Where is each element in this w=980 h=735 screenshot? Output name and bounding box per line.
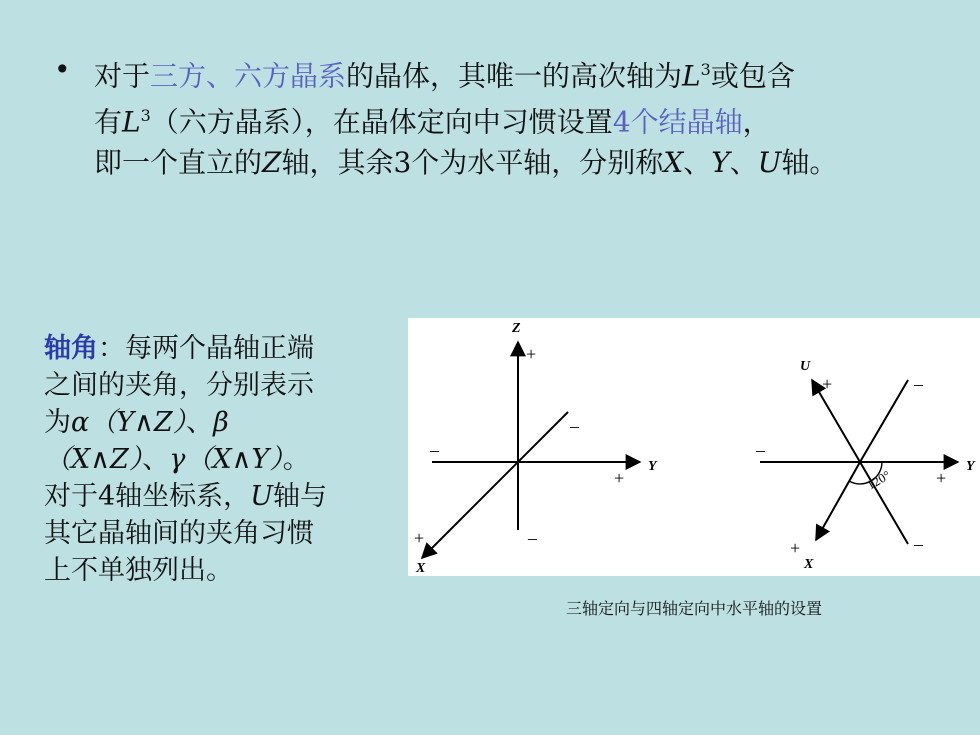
text-span: 、 [186,407,214,438]
text-span: 、 [683,145,712,179]
bullet-line-1 [94,50,962,96]
z-label: Z [512,321,521,336]
text-span: 轴与 [272,481,327,512]
superscript: 3 [140,106,151,126]
gamma-angle: γ（X∧Y） [169,444,283,475]
symbol-L: L [122,105,141,139]
x-minus-4: – [914,534,923,554]
text-span: 的晶体，其唯一的高次轴为 [346,59,683,93]
text-span: 或包含 [710,59,795,93]
highlight-four-axes: 4个结晶轴 [612,105,743,139]
highlight-crystal-systems: 三方、六方晶系 [150,59,347,93]
side-line-1 [44,330,384,367]
x-label-4: X [804,557,814,572]
z-plus: + [526,344,537,364]
x-axis [422,412,568,558]
term-axial-angle: 轴角 [44,333,98,364]
angle-label: 120° [864,467,893,493]
text-span: ， [742,105,771,139]
y-label: Y [648,459,657,474]
symbol-Y: Y [711,145,730,179]
x-axis-4 [816,462,860,540]
bullet-text [94,50,962,183]
four-axis-labels [755,359,976,572]
symbol-X: X [663,145,684,179]
side-line-3 [44,404,384,441]
side-line-4 [44,441,384,478]
text-span: 为 [44,407,71,438]
text-span: 即一个直立的 [94,145,263,179]
u-minus: – [914,374,923,394]
beta-angle: （X∧Z） [44,444,143,475]
side-line-6: 其它晶轴间的夹角习惯 [44,518,314,549]
text-span: 轴，其余3个为水平轴，分别称 [281,145,664,179]
text-span: 有 [94,105,123,139]
u-axis [812,380,860,462]
bullet-line-2 [94,96,962,142]
text-span: 对于4轴坐标系， [44,481,251,512]
side-line-2: 之间的夹角，分别表示 [44,370,314,401]
beta-symbol: β [213,407,229,438]
text-span: 。 [282,444,310,475]
x-minus: – [570,416,579,436]
axial-angle-paragraph [44,330,384,589]
y-plus: + [614,468,625,488]
side-line-7: 上不单独列出。 [44,555,233,586]
superscript: 3 [700,60,711,79]
four-axis-system [760,380,958,544]
u-label: U [800,359,811,374]
z-minus: – [528,528,537,548]
text-span: 轴。 [781,145,838,179]
bullet-dot: • [54,53,71,86]
three-axis-system [422,342,640,558]
three-axis-labels [414,321,658,576]
alpha-angle: α（Y∧Z） [71,407,187,438]
y-minus-4: – [756,440,765,460]
x-label: X [416,561,426,576]
bullet-line-3 [94,143,962,183]
side-line-5 [44,478,384,515]
figure-caption: 三轴定向与四轴定向中水平轴的设置 [565,599,822,618]
y-plus-4: + [936,468,947,488]
text-span: 、 [142,444,170,475]
axis-figure [408,318,980,576]
symbol-L: L [682,59,701,93]
text-span: ：每两个晶轴正端 [98,333,314,364]
axis-diagram-svg [408,318,980,576]
text-span: 、 [729,145,758,179]
symbol-U: U [757,145,782,179]
y-minus: – [430,440,439,460]
x-plus-4: + [790,538,801,558]
x-plus: + [414,528,425,548]
symbol-Z: Z [262,145,282,179]
symbol-U: U [250,481,273,512]
u-negative [860,380,908,462]
text-span: 对于 [94,59,151,93]
bullet-paragraph [54,50,962,183]
y-label-4: Y [966,459,975,474]
text-span: （六方晶系），在晶体定向中习惯设置 [150,105,613,139]
u-plus: + [822,374,833,394]
